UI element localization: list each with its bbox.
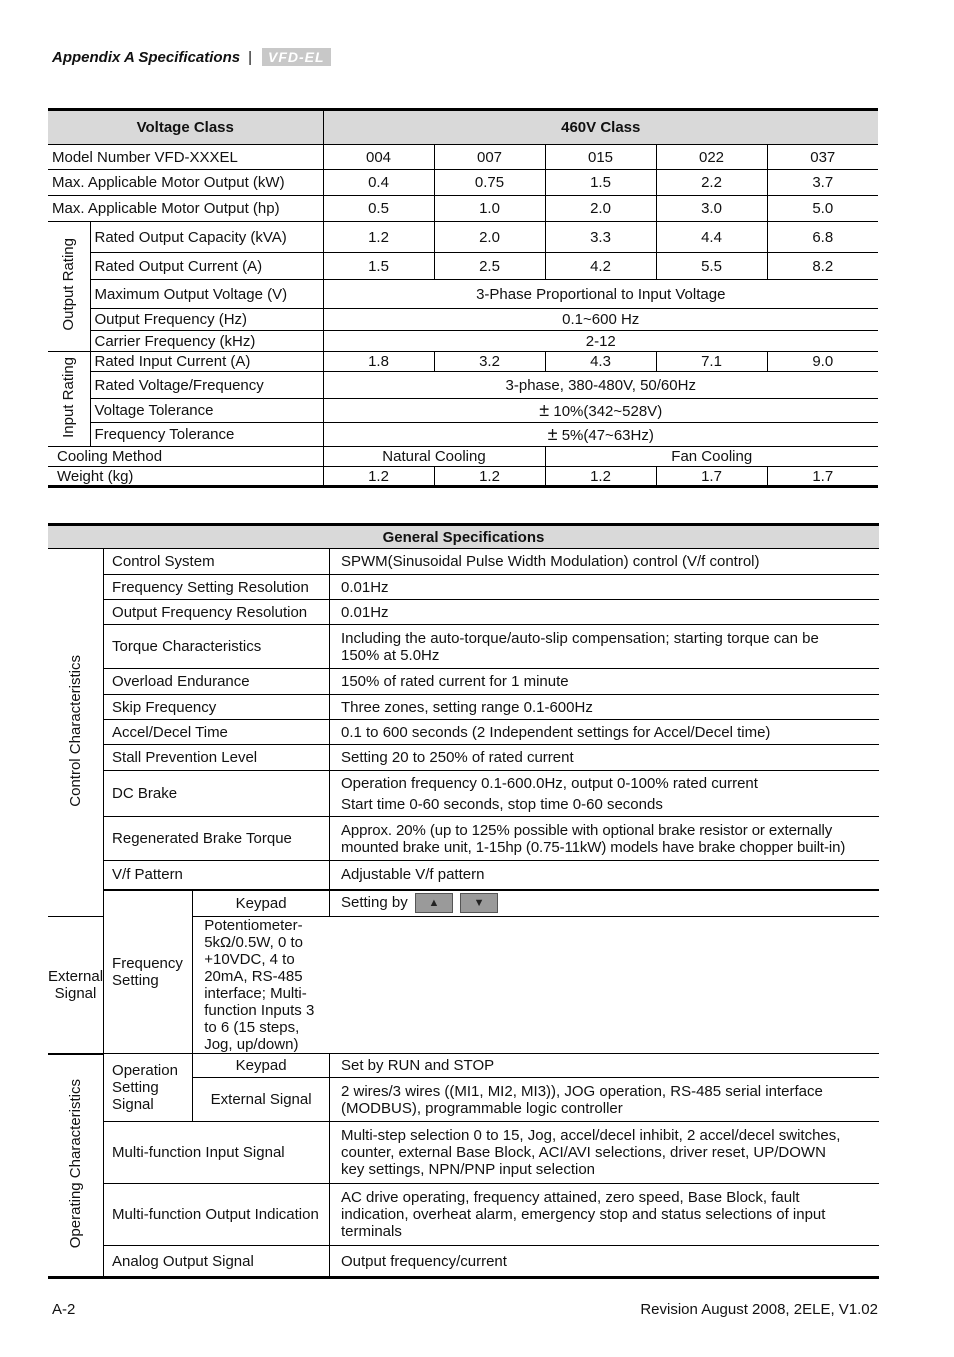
- spec-value: 0.01Hz: [330, 575, 880, 600]
- spec-value: [330, 771, 880, 817]
- spec-value-line: indication, overheat alarm, emergency stop and status selections of input: [341, 1206, 826, 1223]
- motor-kw-label: Max. Applicable Motor Output (kW): [48, 170, 323, 196]
- spec-value-line: Approx. 20% (up to 125% possible with optional brake resistor or externally: [341, 821, 833, 839]
- kw-cell: 2.2: [656, 170, 767, 196]
- spec-label: Control System: [104, 549, 330, 575]
- spec-value: Adjustable V/f pattern: [330, 861, 880, 890]
- hp-cell: 0.5: [323, 196, 434, 222]
- spec-value: [193, 917, 330, 1054]
- operating-characteristics-group: [48, 1054, 104, 1278]
- carrier-frequency-value: 2-12: [323, 331, 878, 352]
- vfd-el-logo: VFD-EL: [262, 48, 331, 66]
- spec-label: Regenerated Brake Torque: [104, 817, 330, 861]
- input-current-cell: 9.0: [767, 352, 878, 372]
- page-header: [52, 48, 331, 66]
- input-rating-label: Input Rating: [60, 356, 78, 438]
- weight-cell: 1.7: [656, 467, 767, 487]
- output-current-cell: 5.5: [656, 253, 767, 280]
- hp-cell: 5.0: [767, 196, 878, 222]
- table-row: [48, 467, 878, 487]
- capacity-cell: 2.0: [434, 222, 545, 253]
- spec-value-line: key settings, NPN/PNP input selection: [341, 1161, 596, 1178]
- voltage-class-label: Voltage Class: [48, 110, 323, 145]
- revision-note: Revision August 2008, 2ELE, V1.02: [640, 1301, 878, 1318]
- frequency-tolerance-value: [323, 423, 878, 447]
- capacity-cell: 4.4: [656, 222, 767, 253]
- table-row: [48, 1246, 879, 1278]
- model-cell: 007: [434, 145, 545, 170]
- table-row: [48, 575, 879, 600]
- table-row: [48, 372, 878, 399]
- model-cell: 004: [323, 145, 434, 170]
- table-row: [48, 695, 879, 720]
- output-frequency-value: 0.1~600 Hz: [323, 309, 878, 331]
- spec-value-line: (MODBUS), programmable logic controller: [341, 1099, 623, 1117]
- table-row: [48, 669, 879, 695]
- spec-value-line: mounted brake unit, 1-15hp (0.75-11kW) models have brake chopper built-in): [341, 838, 846, 856]
- table-row: [48, 423, 878, 447]
- capacity-cell: 1.2: [323, 222, 434, 253]
- table-row: [48, 253, 878, 280]
- model-cell: 037: [767, 145, 878, 170]
- output-current-label: Rated Output Current (A): [90, 253, 323, 280]
- voltage-tolerance-value: [323, 399, 878, 423]
- cooling-natural: Natural Cooling: [323, 447, 545, 467]
- spec-label: Multi-function Output Indication: [104, 1184, 330, 1246]
- up-arrow-key-icon: ▲: [415, 893, 453, 913]
- kw-cell: 1.5: [545, 170, 656, 196]
- operation-setting-label: [104, 1054, 193, 1122]
- capacity-label: Rated Output Capacity (kVA): [90, 222, 323, 253]
- table-row: [48, 309, 878, 331]
- spec-label: Overload Endurance: [104, 669, 330, 695]
- table-row: [48, 625, 879, 669]
- spec-value-line: AC drive operating, frequency attained, zero speed, Base Block, fault: [341, 1189, 800, 1206]
- spec-label: Torque Characteristics: [104, 625, 330, 669]
- table-row: [48, 1184, 879, 1246]
- output-rating-group: [48, 222, 90, 352]
- table-row: [48, 817, 879, 861]
- table-row: [48, 447, 878, 467]
- page-number: A-2: [52, 1301, 76, 1318]
- table-row: [48, 890, 879, 917]
- rated-vf-label: Rated Voltage/Frequency: [90, 372, 323, 399]
- spec-value: [330, 1078, 880, 1122]
- spec-value-line: Operation frequency 0.1-600.0Hz, output 0-100% rated current: [341, 774, 758, 792]
- hp-cell: 1.0: [434, 196, 545, 222]
- table-row: [48, 399, 878, 423]
- general-spec-table: [48, 523, 879, 1279]
- output-current-cell: 4.2: [545, 253, 656, 280]
- control-characteristics-label: Control Characteristics: [67, 654, 85, 807]
- table-row: [48, 280, 878, 309]
- input-current-label: Rated Input Current (A): [90, 352, 323, 372]
- table-row: [48, 745, 879, 771]
- spec-value: [330, 1122, 880, 1184]
- max-voltage-label: Maximum Output Voltage (V): [90, 280, 323, 309]
- spec-value: 150% of rated current for 1 minute: [330, 669, 880, 695]
- spec-label: Skip Frequency: [104, 695, 330, 720]
- label-line: Frequency: [112, 954, 183, 972]
- output-frequency-label: Output Frequency (Hz): [90, 309, 323, 331]
- section-title: Appendix A Specifications: [52, 48, 241, 66]
- spec-value: Setting 20 to 250% of rated current: [330, 745, 880, 771]
- kw-cell: 3.7: [767, 170, 878, 196]
- weight-cell: 1.7: [767, 467, 878, 487]
- capacity-cell: 6.8: [767, 222, 878, 253]
- table-row: [48, 222, 878, 253]
- frequency-tolerance-text: 5%(47~63Hz): [557, 426, 654, 444]
- max-voltage-value: 3-Phase Proportional to Input Voltage: [323, 280, 878, 309]
- cooling-fan: Fan Cooling: [545, 447, 878, 467]
- spec-value: Output frequency/current: [330, 1246, 880, 1278]
- spec-value-line: Multi-step selection 0 to 15, Jog, accel/decel inhibit, 2 accel/decel switches,: [341, 1127, 841, 1144]
- spec-label: Stall Prevention Level: [104, 745, 330, 771]
- spec-label: Output Frequency Resolution: [104, 600, 330, 625]
- kw-cell: 0.4: [323, 170, 434, 196]
- header-separator: |: [248, 48, 252, 66]
- spec-label: Accel/Decel Time: [104, 720, 330, 745]
- table-row: [48, 170, 878, 196]
- model-cell: 022: [656, 145, 767, 170]
- spec-value-line: 150% at 5.0Hz: [341, 646, 440, 664]
- external-signal-label: External Signal: [48, 917, 104, 1054]
- hp-cell: 2.0: [545, 196, 656, 222]
- general-spec-title: General Specifications: [48, 525, 879, 549]
- capacity-cell: 3.3: [545, 222, 656, 253]
- table-row: [48, 720, 879, 745]
- table-row: [48, 110, 878, 145]
- rated-vf-value: 3-phase, 380-480V, 50/60Hz: [323, 372, 878, 399]
- voltage-tolerance-label: Voltage Tolerance: [90, 399, 323, 423]
- label-line: Setting: [112, 1079, 159, 1096]
- table-row: [48, 600, 879, 625]
- spec-value: [330, 817, 880, 861]
- spec-value-line: Potentiometer-5kΩ/0.5W, 0 to +10VDC, 4 to 20mA, RS-485 interface; Multi-: [204, 917, 307, 1002]
- table-row: [48, 771, 879, 817]
- frequency-tolerance-label: Frequency Tolerance: [90, 423, 323, 447]
- keypad-value-text: Setting by: [341, 894, 408, 912]
- spec-value: Three zones, setting range 0.1-600Hz: [330, 695, 880, 720]
- spec-label: V/f Pattern: [104, 861, 330, 890]
- spec-value: 0.01Hz: [330, 600, 880, 625]
- label-line: Signal: [112, 1096, 154, 1113]
- table-row: [48, 549, 879, 575]
- spec-value-line: 2 wires/3 wires ((MI1, MI2, MI3)), JOG operation, RS-485 serial interface: [341, 1082, 823, 1100]
- carrier-frequency-label: Carrier Frequency (kHz): [90, 331, 323, 352]
- spec-value-line: terminals: [341, 1223, 402, 1240]
- control-characteristics-group: [48, 549, 104, 917]
- spec-value: [330, 1184, 880, 1246]
- operating-characteristics-label: Operating Characteristics: [67, 1078, 85, 1248]
- spec-value: SPWM(Sinusoidal Pulse Width Modulation) control (V/f control): [330, 549, 880, 575]
- input-current-cell: 1.8: [323, 352, 434, 372]
- voltage-class-value: 460V Class: [323, 110, 878, 145]
- output-current-cell: 8.2: [767, 253, 878, 280]
- plus-minus-icon: ±: [547, 423, 558, 444]
- model-cell: 015: [545, 145, 656, 170]
- spec-label: Analog Output Signal: [104, 1246, 330, 1278]
- keypad-label: Keypad: [193, 1054, 330, 1078]
- output-rating-label: Output Rating: [60, 238, 78, 331]
- table-row: [48, 145, 878, 170]
- spec-value-line: Including the auto-torque/auto-slip compensation; starting torque can be: [341, 629, 819, 647]
- spec-label: Multi-function Input Signal: [104, 1122, 330, 1184]
- output-current-cell: 2.5: [434, 253, 545, 280]
- spec-label: Frequency Setting Resolution: [104, 575, 330, 600]
- table-row: [48, 196, 878, 222]
- external-signal-label: External Signal: [193, 1078, 330, 1122]
- hp-cell: 3.0: [656, 196, 767, 222]
- weight-cell: 1.2: [434, 467, 545, 487]
- label-line: Operation: [112, 1062, 178, 1079]
- keypad-value: [330, 890, 880, 917]
- table-row: [48, 352, 878, 372]
- spec-value-line: Start time 0-60 seconds, stop time 0-60 seconds: [341, 795, 663, 813]
- voltage-class-spec-table: [48, 108, 878, 488]
- spec-value: Set by RUN and STOP: [330, 1054, 880, 1078]
- table-row: [48, 1122, 879, 1184]
- output-current-cell: 1.5: [323, 253, 434, 280]
- spec-value-line: counter, external Base Block, ACI/AVI selections, driver reset, UP/DOWN: [341, 1144, 826, 1161]
- spec-label: DC Brake: [104, 771, 330, 817]
- motor-hp-label: Max. Applicable Motor Output (hp): [48, 196, 323, 222]
- voltage-tolerance-text: 10%(342~528V): [549, 402, 663, 420]
- spec-value: [330, 625, 880, 669]
- weight-label: Weight (kg): [48, 467, 323, 487]
- model-number-label: Model Number VFD-XXXEL: [48, 145, 323, 170]
- input-current-cell: 3.2: [434, 352, 545, 372]
- table-row: [48, 1054, 879, 1078]
- table-row: [48, 331, 878, 352]
- weight-cell: 1.2: [323, 467, 434, 487]
- kw-cell: 0.75: [434, 170, 545, 196]
- frequency-setting-label: [104, 890, 193, 1054]
- plus-minus-icon: ±: [539, 399, 550, 420]
- table-row: [48, 861, 879, 890]
- spec-value-line: function Inputs 3 to 6 (15 steps, Jog, up/down): [204, 1002, 315, 1053]
- keypad-label: Keypad: [193, 890, 330, 917]
- label-line: Setting: [112, 971, 159, 989]
- input-rating-group: [48, 352, 90, 447]
- cooling-method-label: Cooling Method: [48, 447, 323, 467]
- input-current-cell: 4.3: [545, 352, 656, 372]
- down-arrow-key-icon: ▼: [460, 893, 498, 913]
- input-current-cell: 7.1: [656, 352, 767, 372]
- table-row: [48, 525, 879, 549]
- weight-cell: 1.2: [545, 467, 656, 487]
- spec-value: 0.1 to 600 seconds (2 Independent settings for Accel/Decel time): [330, 720, 880, 745]
